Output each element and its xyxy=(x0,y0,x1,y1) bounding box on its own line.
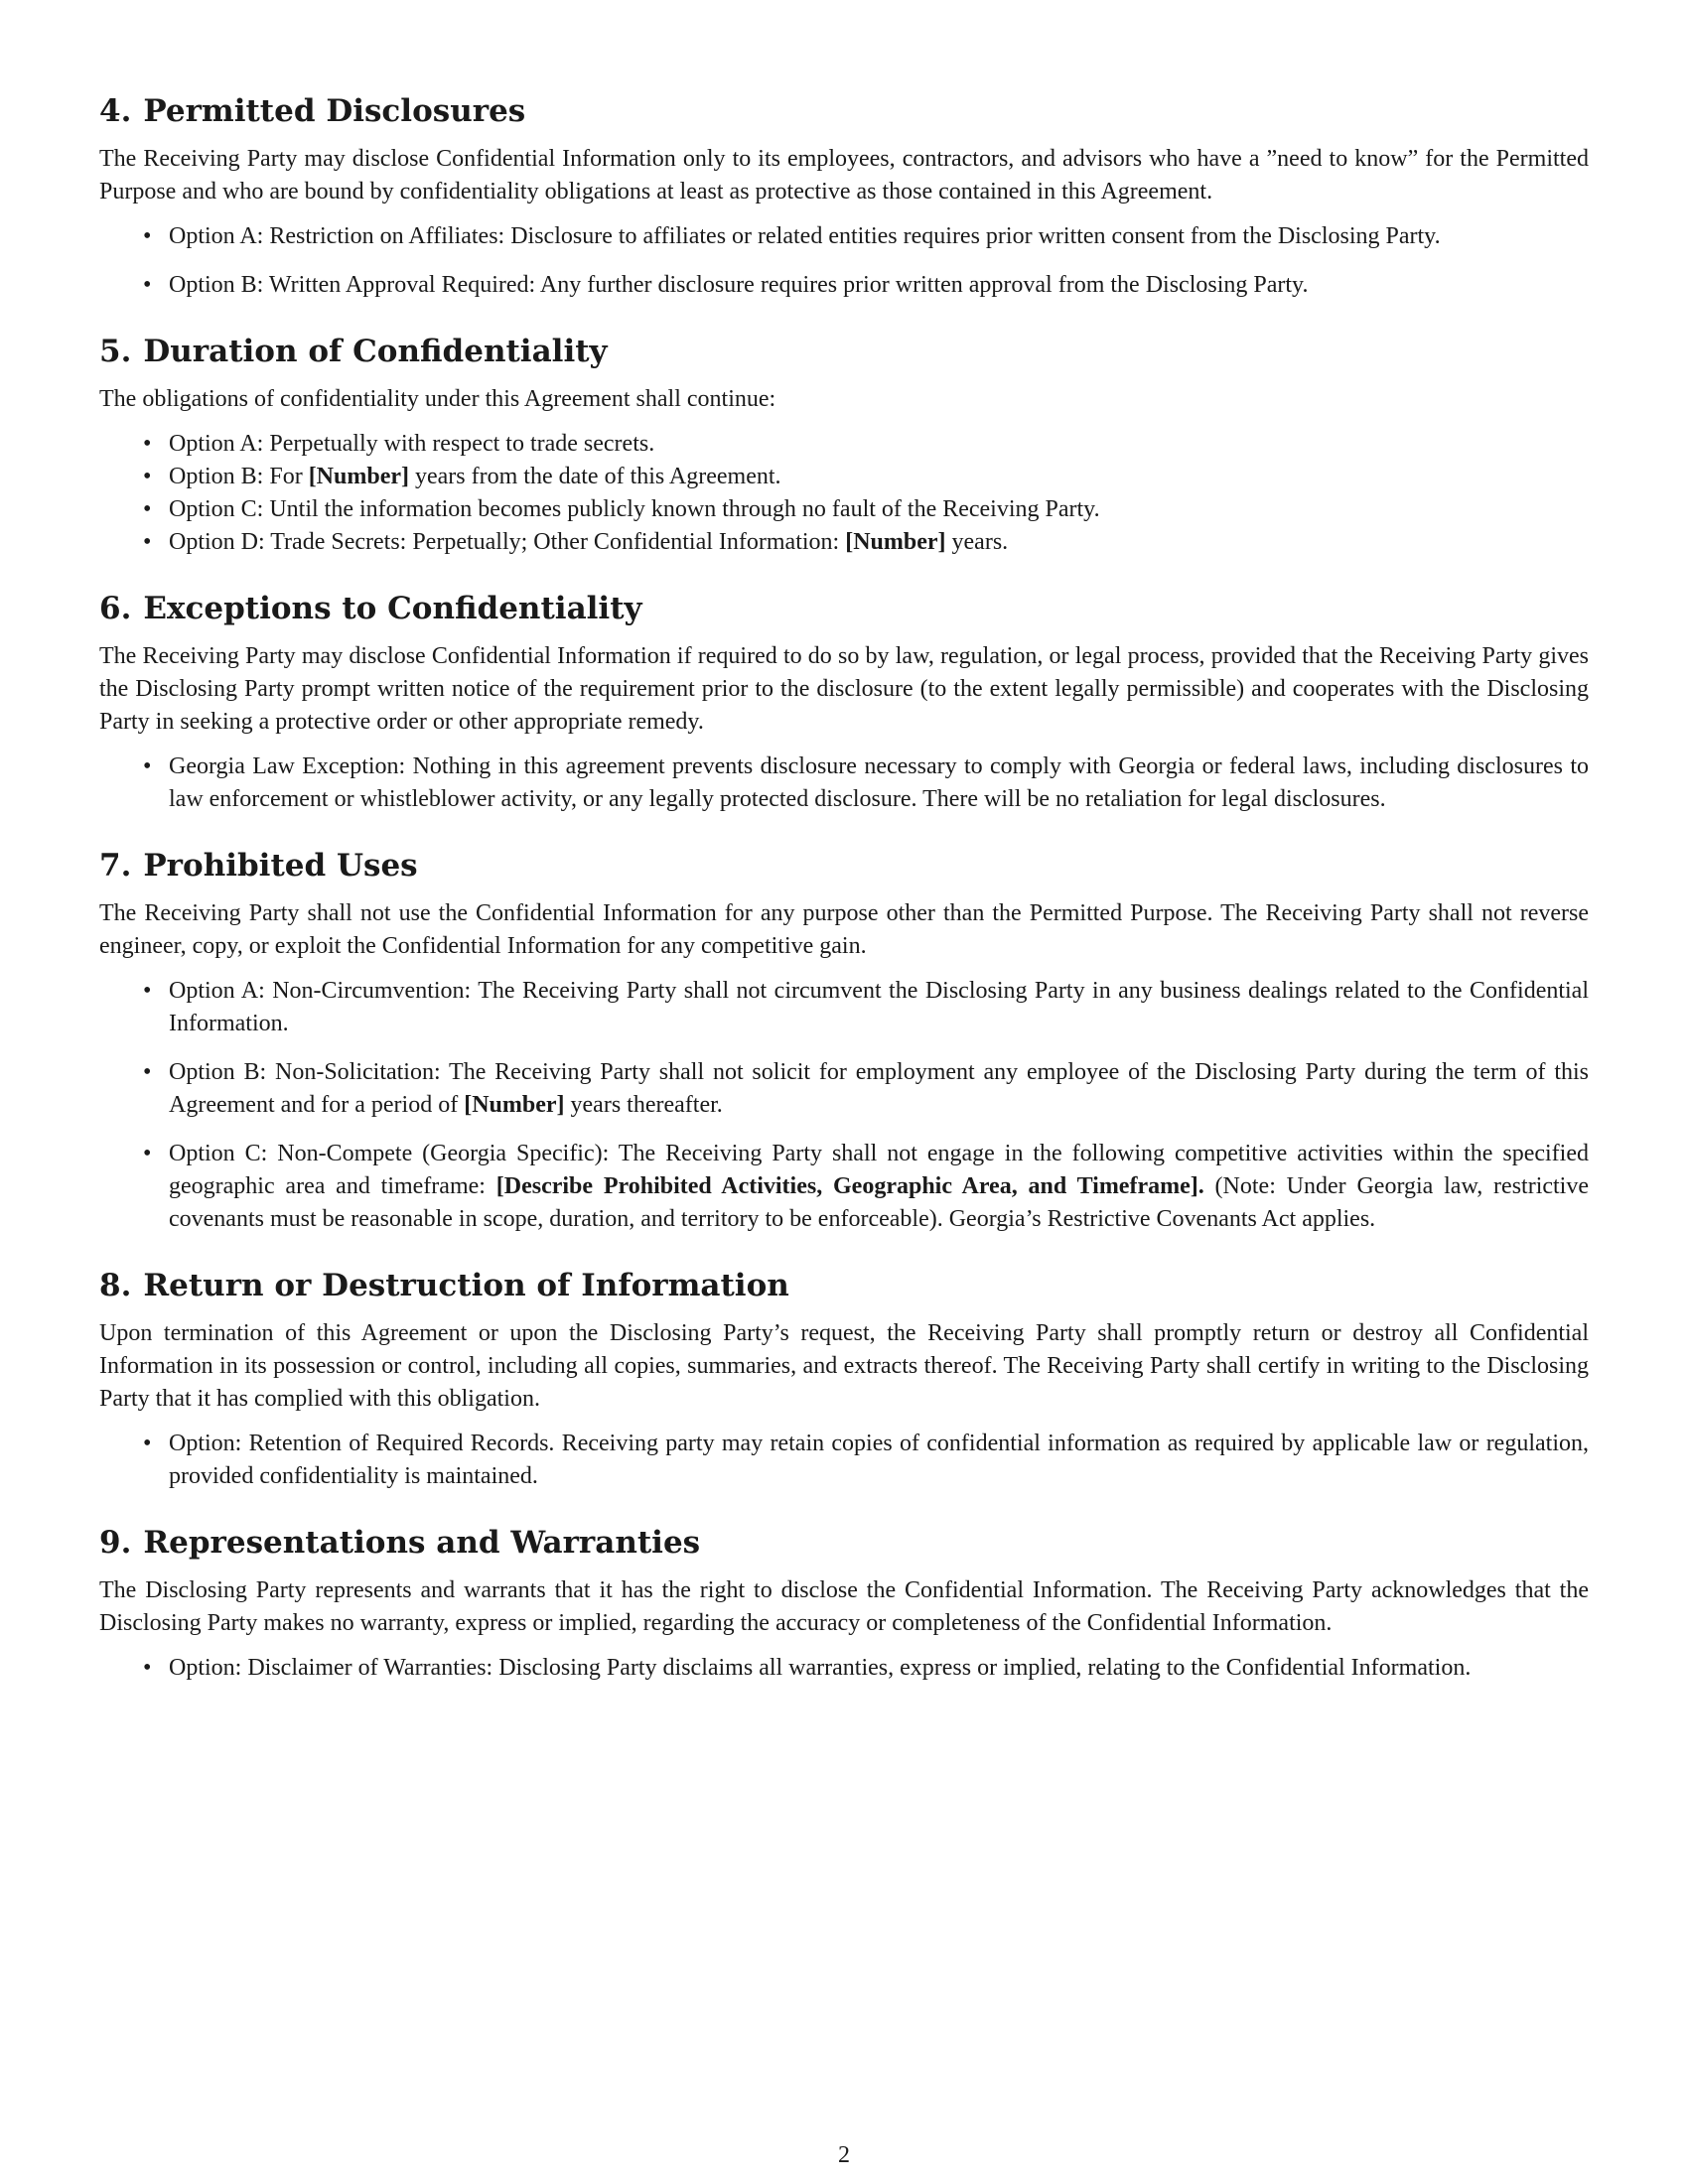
option-list xyxy=(99,751,1589,816)
bullet-icon: • xyxy=(143,753,152,779)
section-paragraph: Upon termination of this Agreement or upon the Disclosing Party’s request, the Receiving Party shall promptly return or destroy all Confidential Information in its possession or control, including all copies, summaries, and extracts thereof. The Receiving Party shall certify in writing to the Disclosing Party that it has complied with this obligation. xyxy=(99,1320,1589,1412)
list-item: • Option B: Non-Solicitation: The Receiving Party shall not solicit for employment any employee of the Disclosing Party during the term of this Agreement and for a period of [Number] years thereafter. xyxy=(169,1056,1589,1122)
section-exceptions-to-confidentiality xyxy=(99,589,1589,816)
option-list xyxy=(99,1428,1589,1493)
placeholder-number: [Number] xyxy=(308,464,409,489)
page-number: 2 xyxy=(838,2142,850,2168)
section-paragraph: The Receiving Party may disclose Confidential Information if required to do so by law, regulation, or legal process, provided that the Receiving Party gives the Disclosing Party prompt written notice of the requirement prior to the disclosure (to the extent legally permissible) and cooperates with the Disclosing Party in seeking a protective order or other appropriate remedy. xyxy=(99,643,1589,735)
bullet-icon: • xyxy=(143,1655,152,1681)
section-representations-and-warranties xyxy=(99,1523,1589,1685)
option-list xyxy=(99,975,1589,1236)
list-item: • Option A: Non-Circumvention: The Receiving Party shall not circumvent the Disclosing Party in any business dealings related to the Confidential Information. xyxy=(169,975,1589,1040)
section-return-or-destruction xyxy=(99,1266,1589,1493)
list-item: • Option A: Perpetually with respect to trade secrets. xyxy=(169,428,1589,461)
option-list xyxy=(99,428,1589,559)
placeholder-number: [Number] xyxy=(464,1092,565,1118)
section-heading: 7. Prohibited Uses xyxy=(99,848,418,884)
section-prohibited-uses xyxy=(99,846,1589,1236)
section-heading: 5. Duration of Confidentiality xyxy=(99,334,608,369)
bullet-icon: • xyxy=(143,464,152,489)
bullet-icon: • xyxy=(143,496,152,522)
section-heading: 8. Return or Destruction of Information xyxy=(99,1268,789,1303)
bullet-icon: • xyxy=(143,1059,152,1085)
section-heading: 6. Exceptions to Confidentiality xyxy=(99,591,642,626)
section-heading: 9. Representations and Warranties xyxy=(99,1525,701,1561)
section-duration-of-confidentiality xyxy=(99,332,1589,559)
bullet-icon: • xyxy=(143,1141,152,1166)
bullet-icon: • xyxy=(143,978,152,1004)
section-paragraph: The Receiving Party shall not use the Confidential Information for any purpose other than the Permitted Purpose. The Receiving Party shall not reverse engineer, copy, or exploit the Confidential Information for any competitive gain. xyxy=(99,900,1589,959)
list-item: • Option C: Until the information becomes publicly known through no fault of the Receiving Party. xyxy=(169,493,1589,526)
list-item: • Option B: For [Number] years from the date of this Agreement. xyxy=(169,461,1589,493)
list-item: • Option: Disclaimer of Warranties: Disclosing Party disclaims all warranties, express or implied, relating to the Confidential Information. xyxy=(169,1652,1589,1685)
section-permitted-disclosures xyxy=(99,91,1589,302)
section-paragraph: The Disclosing Party represents and warrants that it has the right to disclose the Confidential Information. The Receiving Party acknowledges that the Disclosing Party makes no warranty, express or implied, regarding the accuracy or completeness of the Confidential Information. xyxy=(99,1577,1589,1636)
bullet-icon: • xyxy=(143,272,152,298)
section-heading: 4. Permitted Disclosures xyxy=(99,93,526,129)
list-item: • Option A: Restriction on Affiliates: Disclosure to affiliates or related entities requires prior written consent from the Disclosing Party. xyxy=(169,220,1589,253)
list-item: • Option C: Non-Compete (Georgia Specific): The Receiving Party shall not engage in the following competitive activities within the specified geographic area and timeframe: [Describe Prohibited Activities, Geographic Area, and Timeframe]. (Note: Under Georgia law, restrictive covenants must be reasonable in scope, duration, and territory to be enforceable). Georgia’s Restrictive Covenants Act applies. xyxy=(169,1138,1589,1236)
section-paragraph: The Receiving Party may disclose Confidential Information only to its employees, contractors, and advisors who have a ”need to know” for the Permitted Purpose and who are bound by confidentiality obligations at least as protective as those contained in this Agreement. xyxy=(99,146,1589,205)
option-list xyxy=(99,220,1589,302)
list-item: • Option: Retention of Required Records. Receiving party may retain copies of confidential information as required by applicable law or regulation, provided confidentiality is maintained. xyxy=(169,1428,1589,1493)
bullet-icon: • xyxy=(143,1431,152,1456)
bullet-icon: • xyxy=(143,529,152,555)
list-item: • Option D: Trade Secrets: Perpetually; Other Confidential Information: [Number] years. xyxy=(169,526,1589,559)
bullet-icon: • xyxy=(143,431,152,457)
placeholder-number: [Number] xyxy=(845,529,946,555)
option-list xyxy=(99,1652,1589,1685)
list-item: • Option B: Written Approval Required: Any further disclosure requires prior written approval from the Disclosing Party. xyxy=(169,269,1589,302)
bullet-icon: • xyxy=(143,223,152,249)
section-paragraph: The obligations of confidentiality under this Agreement shall continue: xyxy=(99,386,776,412)
list-item: • Georgia Law Exception: Nothing in this agreement prevents disclosure necessary to comply with Georgia or federal laws, including disclosures to law enforcement or whistleblower activity, or any legally protected disclosure. There will be no retaliation for legal disclosures. xyxy=(169,751,1589,816)
placeholder-description: [Describe Prohibited Activities, Geographic Area, and Timeframe]. xyxy=(495,1173,1204,1199)
